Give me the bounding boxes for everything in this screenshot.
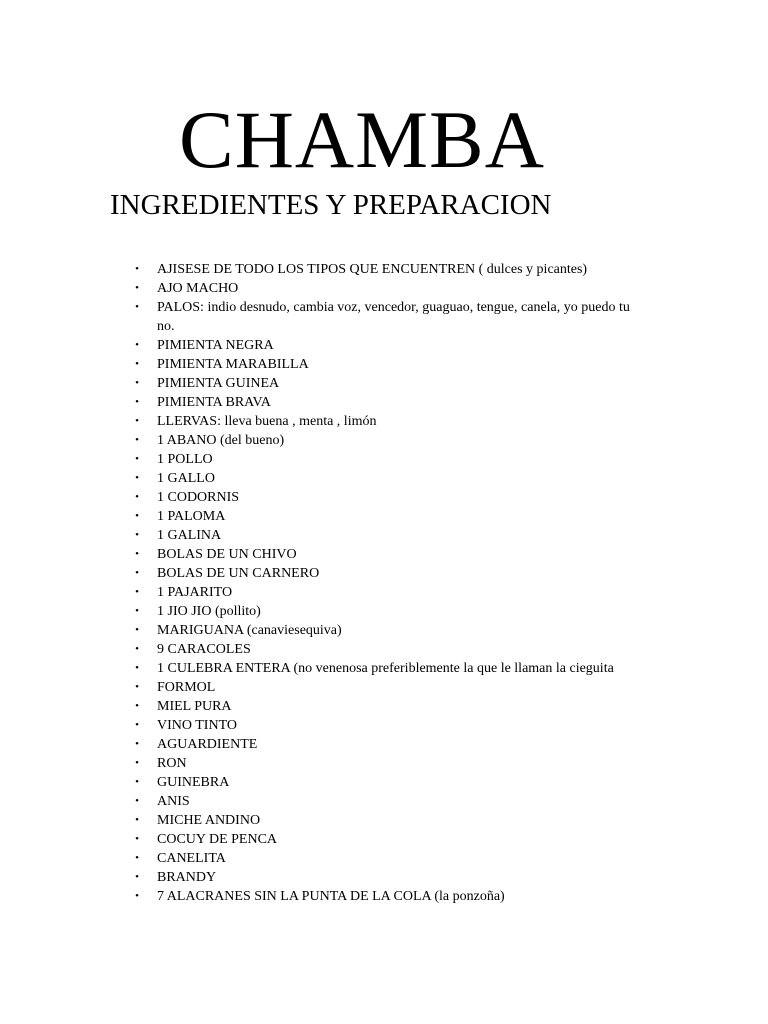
list-item-text: ANIS [157, 794, 190, 809]
list-item-text: 1 ABANO (del bueno) [157, 433, 285, 448]
bullet-icon: • [135, 339, 139, 351]
list-item [0, 431, 768, 450]
bullet-icon: • [135, 453, 139, 465]
list-item [0, 868, 768, 887]
list-item-text: 1 JIO JIO (pollito) [157, 604, 261, 619]
bullet-icon: • [135, 396, 139, 408]
list-item [0, 393, 768, 412]
bullet-icon: • [135, 795, 139, 807]
list-item [0, 621, 768, 640]
list-item [0, 374, 768, 393]
list-item-text: PIMIENTA MARABILLA [157, 357, 309, 372]
list-item-text: COCUY DE PENCA [157, 832, 278, 847]
bullet-icon: • [135, 586, 139, 598]
bullet-icon: • [135, 263, 139, 275]
list-item [0, 507, 768, 526]
list-item-text: MIEL PURA [157, 699, 232, 714]
list-item [0, 260, 768, 279]
list-item-text: PALOS: indio desnudo, cambia voz, vencedor, guaguao, tengue, canela, yo puedo tu no. [157, 300, 630, 334]
bullet-icon: • [135, 719, 139, 731]
list-item [0, 488, 768, 507]
bullet-icon: • [135, 757, 139, 769]
bullet-icon: • [135, 510, 139, 522]
list-item-text: BOLAS DE UN CARNERO [157, 566, 320, 581]
list-item-text: 9 CARACOLES [157, 642, 251, 657]
bullet-icon: • [135, 529, 139, 541]
list-item [0, 811, 768, 830]
list-item [0, 583, 768, 602]
list-item-text: AJISESE DE TODO LOS TIPOS QUE ENCUENTREN ( dulces y picantes) [157, 262, 588, 277]
bullet-icon: • [135, 624, 139, 636]
bullet-icon: • [135, 681, 139, 693]
bullet-icon: • [135, 377, 139, 389]
list-item [0, 564, 768, 583]
bullet-icon: • [135, 415, 139, 427]
bullet-icon: • [135, 662, 139, 674]
list-item-text: 1 PAJARITO [157, 585, 233, 600]
list-item [0, 450, 768, 469]
bullet-icon: • [135, 567, 139, 579]
bullet-icon: • [135, 282, 139, 294]
bullet-icon: • [135, 833, 139, 845]
bullet-icon: • [135, 491, 139, 503]
list-item [0, 792, 768, 811]
list-item-text: 1 CULEBRA ENTERA (no venenosa preferiblemente la que le llaman la cieguita [157, 661, 614, 676]
list-item-text: GUINEBRA [157, 775, 230, 790]
list-item [0, 602, 768, 621]
bullet-icon: • [135, 814, 139, 826]
bullet-icon: • [135, 548, 139, 560]
bullet-icon: • [135, 434, 139, 446]
list-item-text: 7 ALACRANES SIN LA PUNTA DE LA COLA (la ponzoña) [157, 889, 505, 904]
list-item [0, 754, 768, 773]
list-item-text: PIMIENTA GUINEA [157, 376, 280, 391]
list-item-text: VINO TINTO [157, 718, 237, 733]
list-item-text: FORMOL [157, 680, 216, 695]
list-item-text: MICHE ANDINO [157, 813, 261, 828]
list-item-text: MARIGUANA (canaviesequiva) [157, 623, 342, 638]
list-item [0, 678, 768, 697]
list-item [0, 545, 768, 564]
page-title: CHAMBA [179, 94, 545, 185]
bullet-icon: • [135, 358, 139, 370]
list-item-text: 1 GALLO [157, 471, 215, 486]
list-item [0, 355, 768, 374]
list-item-text: PIMIENTA BRAVA [157, 395, 271, 410]
list-item-text: AJO MACHO [157, 281, 239, 296]
list-item [0, 659, 768, 678]
list-item-text: 1 POLLO [157, 452, 213, 467]
list-item-text: 1 PALOMA [157, 509, 226, 524]
list-item-text: PIMIENTA NEGRA [157, 338, 274, 353]
list-item [0, 849, 768, 868]
list-item [0, 526, 768, 545]
list-item [0, 887, 768, 906]
list-item [0, 830, 768, 849]
list-item [0, 469, 768, 488]
list-item-text: AGUARDIENTE [157, 737, 258, 752]
list-item-text: RON [157, 756, 187, 771]
list-item-text: 1 CODORNIS [157, 490, 240, 505]
page-subtitle: INGREDIENTES Y PREPARACION [110, 189, 552, 221]
list-item [0, 716, 768, 735]
list-item-text: CANELITA [157, 851, 226, 866]
bullet-icon: • [135, 776, 139, 788]
list-item [0, 336, 768, 355]
list-item-text: BOLAS DE UN CHIVO [157, 547, 297, 562]
list-item-text: BRANDY [157, 870, 217, 885]
bullet-icon: • [135, 301, 139, 313]
list-item [0, 279, 768, 298]
list-item [0, 298, 768, 336]
bullet-icon: • [135, 605, 139, 617]
list-item [0, 773, 768, 792]
bullet-icon: • [135, 738, 139, 750]
bullet-icon: • [135, 472, 139, 484]
list-item [0, 735, 768, 754]
list-item-text: LLERVAS: lleva buena , menta , limón [157, 414, 377, 429]
bullet-icon: • [135, 871, 139, 883]
bullet-icon: • [135, 852, 139, 864]
bullet-icon: • [135, 643, 139, 655]
list-item-text: 1 GALINA [157, 528, 222, 543]
list-item [0, 412, 768, 431]
ingredient-list [0, 260, 768, 906]
list-item [0, 697, 768, 716]
list-item [0, 640, 768, 659]
bullet-icon: • [135, 700, 139, 712]
bullet-icon: • [135, 890, 139, 902]
